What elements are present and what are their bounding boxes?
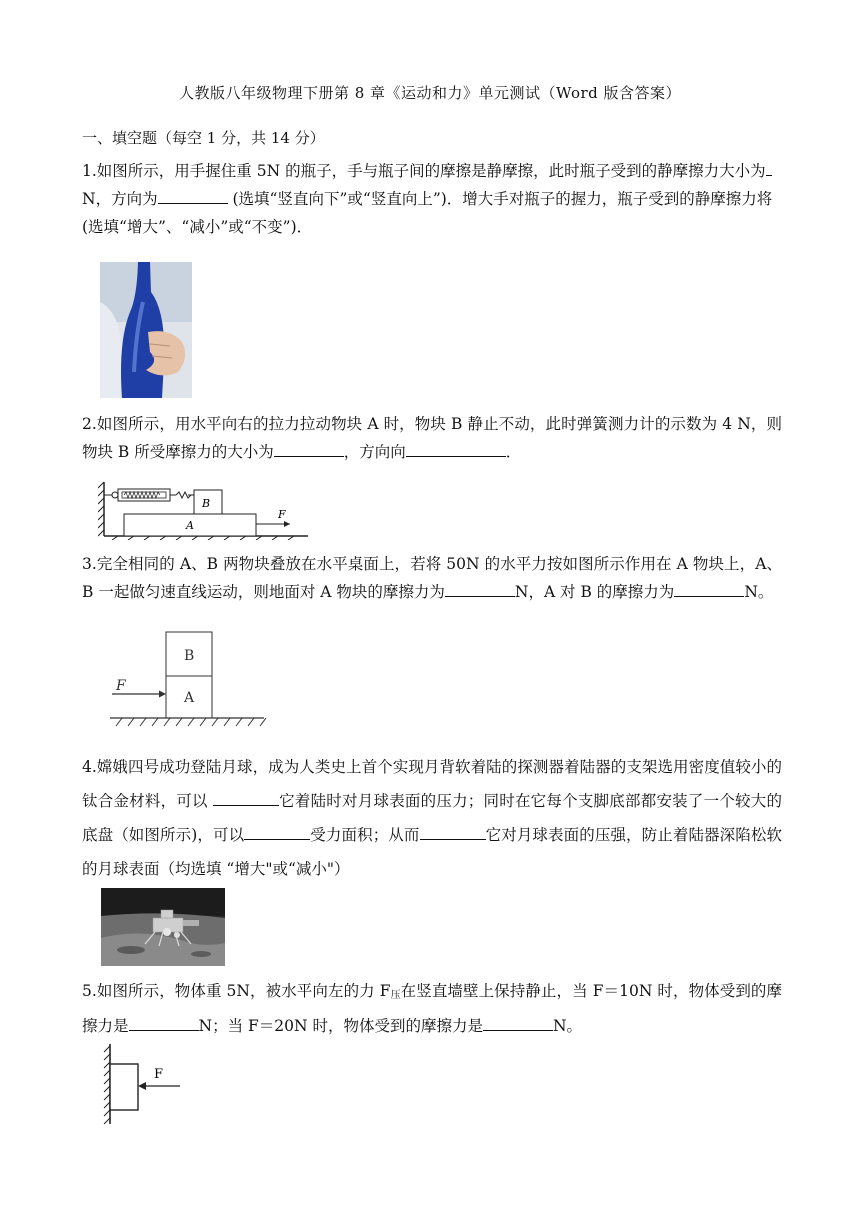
question-1: 1.如图所示，用手握住重 5N 的瓶子，手与瓶子间的摩擦是静摩擦，此时瓶子受到的静摩擦力大小为 N，方向为 (选填“竖直向下”或“竖直向上”)．增大手对瓶子的握力，瓶子受到的静摩擦力将 (选填“增大”、“减小”或“不变”)．	[82, 157, 782, 241]
spring-scale-diagram	[98, 480, 313, 540]
answer-blank[interactable]	[158, 185, 228, 204]
answer-blank[interactable]	[406, 438, 506, 457]
block-b-label: B	[202, 497, 211, 510]
stacked-blocks-diagram	[110, 628, 266, 728]
document-title: 人教版八年级物理下册第 8 章《运动和力》单元测试（Word 版含答案）	[178, 84, 682, 102]
question-2: 2.如图所示，用水平向右的拉力拉动物块 A 时，物块 B 静止不动，此时弹簧测力计的示数为 4 N，则物块 B 所受摩擦力的大小为 ，方向向 ．	[82, 415, 782, 461]
answer-blank[interactable]	[213, 787, 279, 806]
answer-blank[interactable]	[766, 157, 772, 176]
answer-blank[interactable]	[274, 438, 344, 457]
answer-blank[interactable]	[129, 1012, 199, 1031]
answer-blank[interactable]	[483, 1012, 553, 1031]
lunar-lander-photo	[101, 888, 225, 966]
bottle-photo	[100, 262, 192, 398]
question-4: 4.嫦娥四号成功登陆月球，成为人类史上首个实现月背软着陆的探测器着陆器的支架选用密度值较小的钛合金材料，可以 它着陆时对月球表面的压力；同时在它每个支脚底部都安装了一个较大的底盘（如图所示)，可以 受力面积；从而 它对月球表面的压强，防止着陆器深陷松软的月球表面（均选填 “增大"或“减小"）	[82, 758, 782, 878]
answer-blank[interactable]	[445, 578, 515, 597]
answer-blank[interactable]	[420, 821, 486, 840]
answer-blank[interactable]	[244, 821, 310, 840]
answer-blank[interactable]	[674, 578, 744, 597]
question-3: 3.完全相同的 A、B 两物块叠放在水平桌面上，若将 50N 的水平力按如图所示作用在 A 物块上，A、B 一起做匀速直线运动，则地面对 A 物块的摩擦力为 N，A 对 B 的摩擦力为 N。	[82, 555, 782, 601]
force-label: F	[116, 678, 126, 694]
block-b-label: B	[184, 648, 195, 664]
question-5: 5.如图所示，物体重 5N，被水平向左的力 $F_压$在竖直墙壁上保持静止，当 F＝10N 时，物体受到的摩擦力是 N；当 F＝20N 时，物体受到的摩擦力是 N。	[82, 982, 782, 1035]
force-label: F	[278, 508, 286, 521]
wall-block-diagram	[100, 1042, 184, 1126]
section-heading: 一、填空题（每空 1 分，共 14 分）	[82, 129, 325, 147]
block-a-label: A	[186, 519, 194, 532]
block-a-label: A	[184, 690, 195, 706]
force-label: F	[154, 1067, 164, 1082]
